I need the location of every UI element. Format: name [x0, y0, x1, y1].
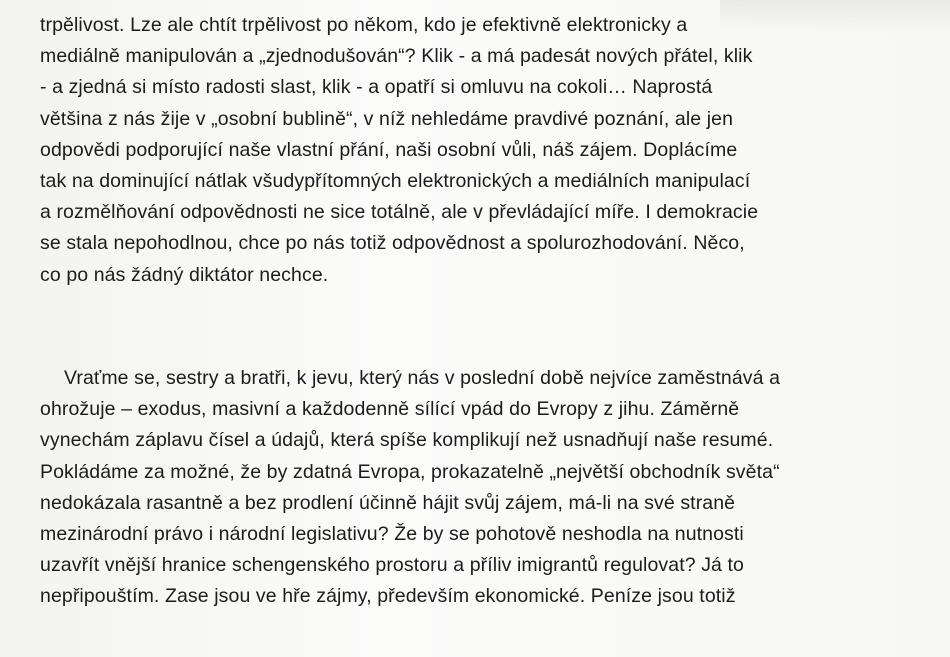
- paragraph-2: [40, 363, 935, 613]
- paragraph-1: [40, 10, 935, 291]
- text-line: Pokládáme za možné, že by zdatná Evropa, prokazatelně „největší obchodník světa“: [40, 460, 780, 483]
- text-line: ohrožuje – exodus, masivní a každodenně sílící vpád do Evropy z jihu. Záměrně: [40, 398, 740, 421]
- text-line: co po nás žádný diktátor nechce.: [40, 263, 329, 286]
- text-line: vynechám záplavu čísel a údajů, která spíše komplikují než usnadňují naše resumé.: [40, 429, 774, 452]
- text-line: - a zjedná si místo radosti slast, klik - a opatří si omluvu na cokoli… Naprostá: [40, 76, 713, 99]
- text-line: Vraťme se, sestry a bratři, k jevu, který nás v poslední době nejvíce zaměstnává a: [64, 367, 781, 389]
- text-line: tak na dominující nátlak všudypřítomných elektronických a mediálních manipulací: [40, 170, 751, 193]
- text-line: odpovědi podporující naše vlastní přání, naši osobní vůli, náš zájem. Doplácíme: [40, 138, 738, 161]
- text-line: většina z nás žije v „osobní bublině“, v níž nehledáme pravdivé poznání, ale jen: [40, 107, 734, 130]
- text-line: nepřipouštím. Zase jsou ve hře zájmy, především ekonomické. Peníze jsou totiž: [40, 585, 736, 608]
- text-line: nedokázala rasantně a bez prodlení účinně hájit svůj zájem, má-li na své straně: [40, 491, 736, 514]
- text-line: se stala nepohodlnou, chce po nás totiž odpovědnost a spolurozhodování. Něco,: [40, 232, 745, 255]
- text-line: trpělivost. Lze ale chtít trpělivost po někom, kdo je efektivně elektronicky a: [40, 14, 688, 36]
- text-line: uzavřít vnější hranice schengenského prostoru a příliv imigrantů regulovat? Já to: [40, 554, 744, 577]
- text-line: mediálně manipulován a „zjednodušován“? Klik - a má padesát nových přátel, klik: [40, 45, 753, 68]
- text-line: mezinárodní právo i národní legislativu? Že by se pohotově neshodla na nutnosti: [40, 523, 744, 546]
- text-line: a rozmělňování odpovědnosti ne sice totálně, ale v převládající míře. I demokracie: [40, 201, 759, 224]
